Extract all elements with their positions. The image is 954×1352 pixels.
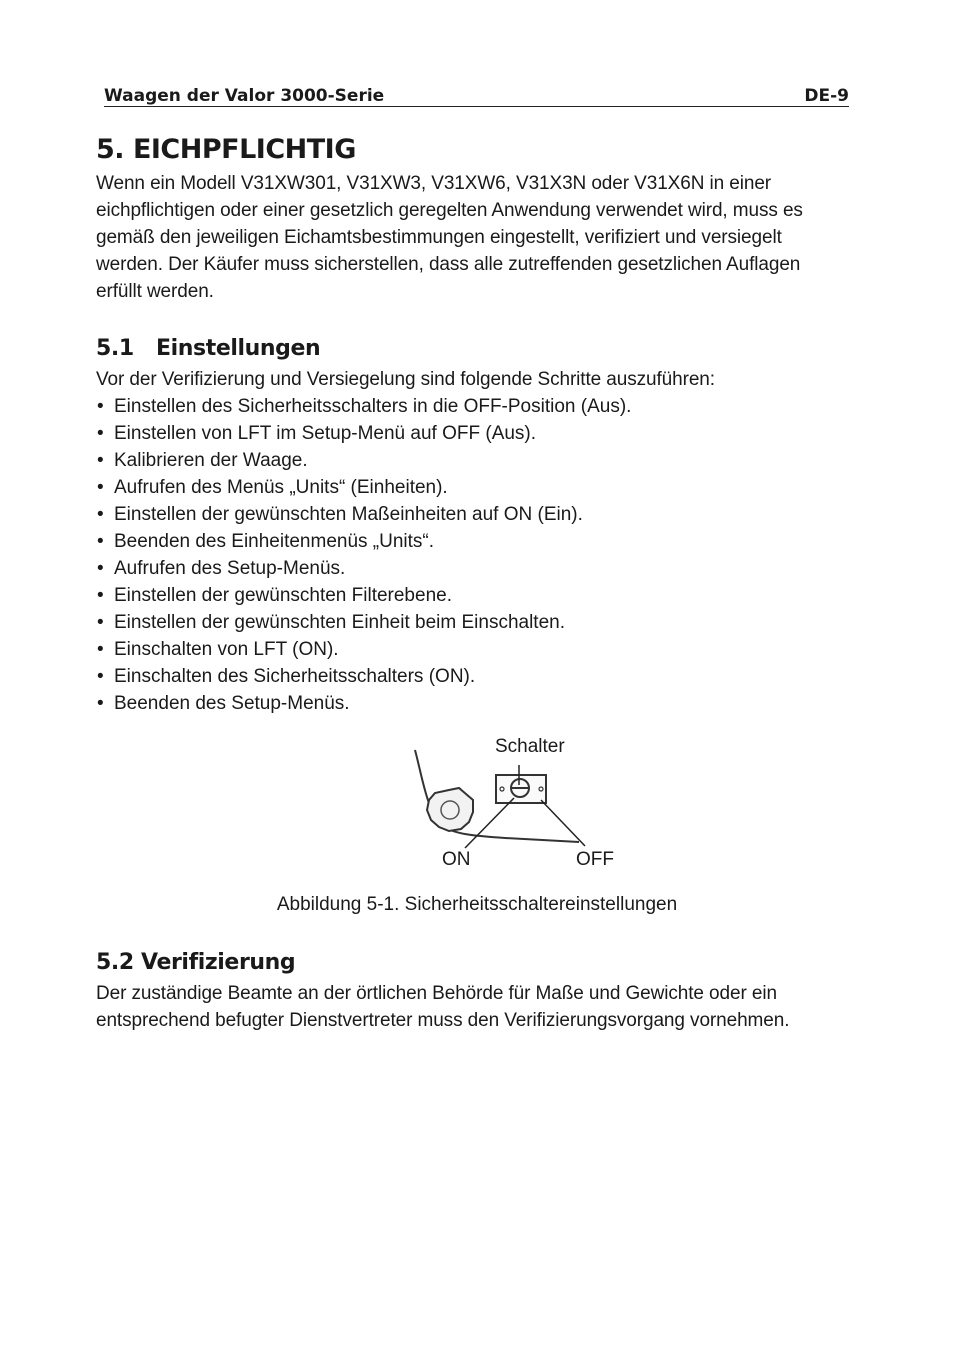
list-item — [97, 474, 631, 501]
intro-line: erfüllt werden. — [96, 281, 214, 302]
list-item — [97, 690, 631, 717]
knob-icon — [427, 788, 473, 831]
steps-list — [97, 393, 631, 717]
section-5-2-text — [96, 980, 866, 1034]
bullet: • — [97, 477, 104, 498]
list-item — [97, 582, 631, 609]
bullet: • — [97, 531, 104, 552]
step-text: Einschalten des Sicherheitsschalters (ON). — [114, 666, 476, 687]
off-label: OFF — [576, 849, 614, 870]
section-5-heading: 5. EICHPFLICHTIG — [96, 134, 356, 165]
switch-label: Schalter — [495, 736, 565, 757]
bullet: • — [97, 639, 104, 660]
page-number: DE-9 — [804, 86, 849, 106]
off-leader — [541, 800, 585, 846]
step-text: Kalibrieren der Waage. — [114, 450, 308, 471]
step-text: Beenden des Setup-Menüs. — [114, 693, 350, 714]
step-text: Einstellen von LFT im Setup-Menü auf OFF (Aus). — [114, 423, 537, 444]
list-item — [97, 663, 631, 690]
text-line: Der zuständige Beamte an der örtlichen Behörde für Maße und Gewichte oder ein — [96, 983, 777, 1004]
intro-line: eichpflichtigen oder einer gesetzlich geregelten Anwendung verwendet wird, muss es — [96, 200, 803, 221]
step-text: Einstellen der gewünschten Filterebene. — [114, 585, 452, 606]
on-label: ON — [442, 849, 471, 870]
step-text: Aufrufen des Menüs „Units“ (Einheiten). — [114, 477, 448, 498]
figure-caption: Abbildung 5-1. Sicherheitsschaltereinstellungen — [276, 894, 678, 915]
section-title: Einstellungen — [156, 336, 321, 361]
list-item — [97, 636, 631, 663]
section-5-intro — [96, 170, 866, 305]
intro-line: Wenn ein Modell V31XW301, V31XW3, V31XW6, V31X3N oder V31X6N in einer — [96, 173, 772, 194]
section-5-1-heading — [96, 335, 320, 363]
step-text: Aufrufen des Setup-Menüs. — [114, 558, 346, 579]
security-switch-figure — [365, 730, 625, 880]
section-5-1-intro — [96, 366, 866, 393]
text-line: entsprechend befugter Dienstvertreter muss den Verifizierungsvorgang vornehmen. — [96, 1010, 790, 1031]
list-item — [97, 393, 631, 420]
bullet: • — [97, 612, 104, 633]
bullet: • — [97, 666, 104, 687]
section-number: 5.1 — [96, 336, 134, 361]
intro-line: gemäß den jeweiligen Eichamtsbestimmungen eingestellt, verifiziert und versiegelt — [96, 227, 782, 248]
bullet: • — [97, 423, 104, 444]
section-5-2-heading: 5.2 Verifizierung — [96, 950, 296, 975]
bullet: • — [97, 450, 104, 471]
list-item — [97, 420, 631, 447]
bullet: • — [97, 585, 104, 606]
list-item — [97, 609, 631, 636]
bullet: • — [97, 396, 104, 417]
bullet: • — [97, 504, 104, 525]
step-text: Beenden des Einheitenmenüs „Units“. — [114, 531, 435, 552]
intro-line: werden. Der Käufer muss sicherstellen, dass alle zutreffenden gesetzlichen Auflagen — [96, 254, 801, 275]
step-text: Einstellen des Sicherheitsschalters in die OFF-Position (Aus). — [114, 396, 632, 417]
bullet: • — [97, 558, 104, 579]
step-text: Einstellen der gewünschten Einheit beim Einschalten. — [114, 612, 565, 633]
list-item — [97, 501, 631, 528]
header-title: Waagen der Valor 3000-Serie — [104, 86, 385, 106]
page-header — [104, 84, 849, 107]
step-text: Einschalten von LFT (ON). — [114, 639, 339, 660]
list-item — [97, 555, 631, 582]
list-item — [97, 447, 631, 474]
intro-text: Vor der Verifizierung und Versiegelung sind folgende Schritte auszuführen: — [96, 369, 715, 390]
list-item — [97, 528, 631, 555]
step-text: Einstellen der gewünschten Maßeinheiten auf ON (Ein). — [114, 504, 583, 525]
bullet: • — [97, 693, 104, 714]
